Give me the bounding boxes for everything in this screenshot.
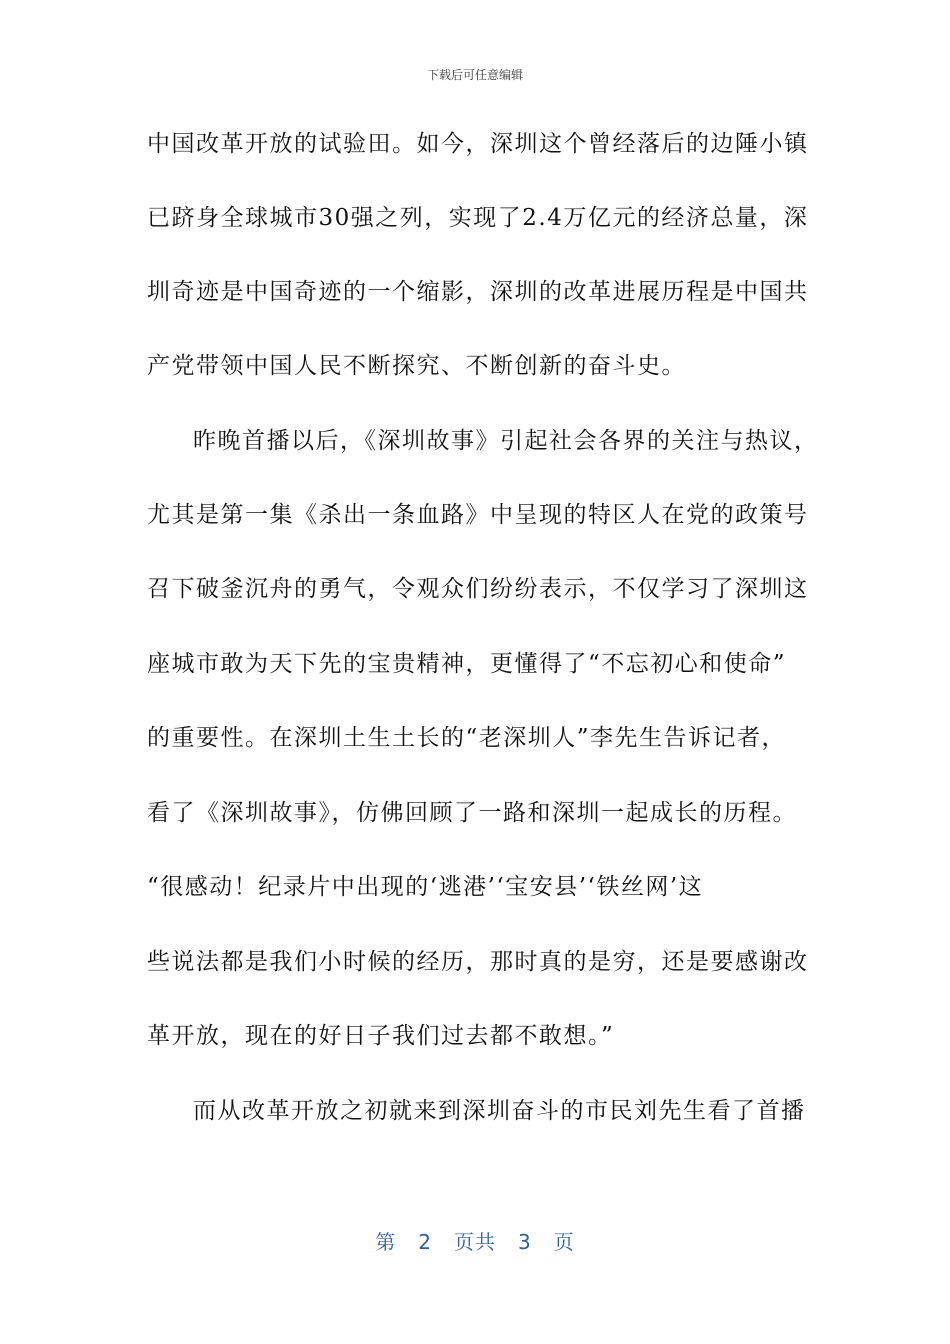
text-line: 圳奇迹是中国奇迹的一个缩影，深圳的改革进展历程是中国共 (147, 279, 809, 305)
text-line: 产党带领中国人民不断探究、不断创新的奋斗史。 (147, 353, 686, 379)
text-line: 看了《深圳故事》，仿佛回顾了一路和深圳一起成长的历程。 (147, 800, 797, 826)
page-header: 下载后可任意编辑 (426, 68, 523, 82)
text-line: 已跻身全球城市30强之列，实现了2.4万亿元的经济总量，深 (147, 205, 809, 231)
text-line: 座城市敢为天下先的宝贵精神，更懂得了“不忘初心和使命” (147, 651, 787, 677)
text-line: 些说法都是我们小时候的经历，那时真的是穷，还是要感谢改 (147, 949, 809, 975)
text-line: 召下破釜沉舟的勇气，令观众们纷纷表示，不仅学习了深圳这 (147, 576, 809, 602)
footer-suffix: 页 (553, 1230, 575, 1254)
text-line: 而从改革开放之初就来到深圳奋斗的市民刘先生看了首播 (193, 1098, 806, 1124)
text-line: “很感动！纪录片中出现的‘逃港’‘宝安县’‘铁丝网’这 (147, 874, 704, 900)
text-line: 中国改革开放的试验田。如今，深圳这个曾经落后的边陲小镇 (147, 131, 809, 157)
text-line: 昨晚首播以后，《深圳故事》引起社会各界的关注与热议， (193, 428, 819, 454)
text-line: 的重要性。在深圳土生土长的“老深圳人”李先生告诉记者， (147, 725, 787, 751)
text-line: 革开放，现在的好日子我们过去都不敢想。” (147, 1023, 615, 1049)
total-pages-number: 3 (518, 1230, 532, 1254)
text-line: 尤其是第一集《杀出一条血路》中呈现的特区人在党的政策号 (147, 502, 809, 528)
footer-middle: 页共 (454, 1230, 496, 1254)
current-page-number: 2 (418, 1230, 432, 1254)
footer-prefix: 第 (375, 1230, 397, 1254)
page-footer (0, 1226, 950, 1255)
